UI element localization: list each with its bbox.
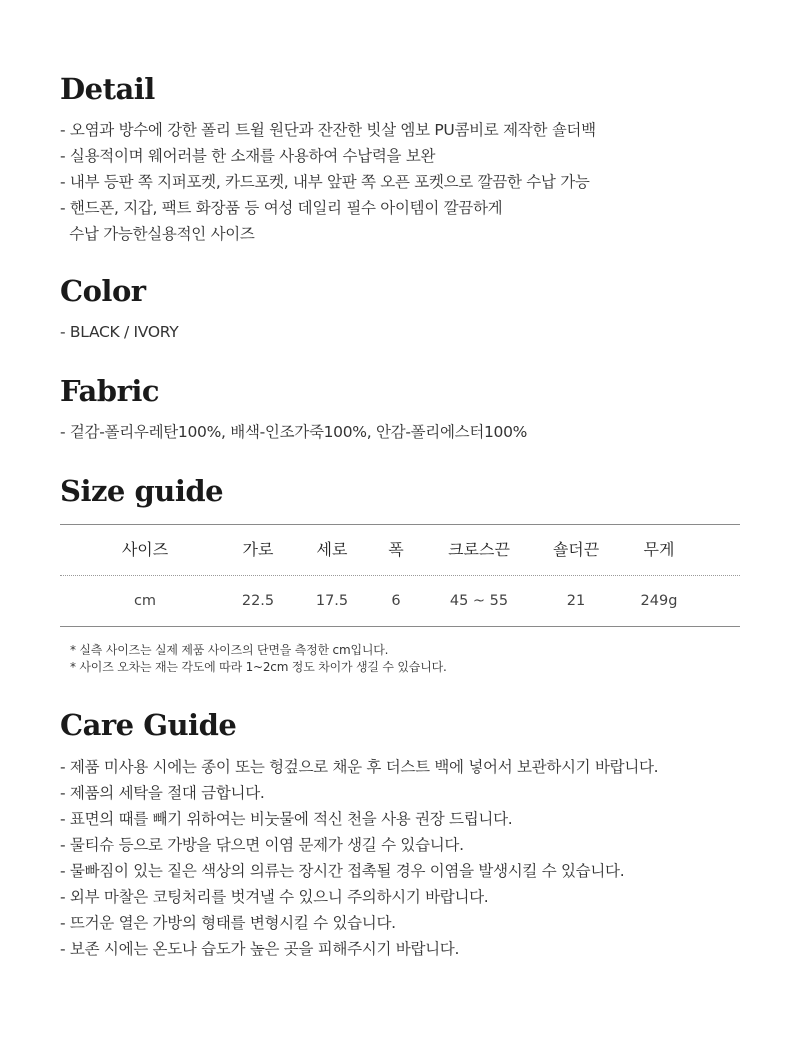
care-guide-list [60,754,658,962]
size-guide-heading: Size guide [60,474,224,508]
size-header-cell: 숄더끈 [552,540,600,559]
size-value-cell: cm [133,593,157,609]
size-note: * 사이즈 오차는 재는 각도에 따라 1~2cm 정도 차이가 생길 수 있습니다. [70,660,447,674]
detail-line: - 오염과 방수에 강한 폴리 트윌 원단과 잔잔한 빗살 엠보 PU콤비로 제작한 숄더백 [60,121,596,139]
size-header-cell: 세로 [316,540,348,559]
care-guide-heading: Care Guide [60,708,237,742]
detail-line: - 실용적이며 웨어러블 한 소재를 사용하여 수납력을 보완 [60,147,436,165]
detail-list [60,117,596,247]
size-value-cell: 45 ~ 55 [449,593,509,609]
size-table-header-row [60,525,740,576]
color-heading: Color [60,274,146,308]
detail-line: 수납 가능한실용적인 사이즈 [60,225,255,243]
size-value-cell: 21 [566,593,586,609]
size-value-cell: 249g [640,593,678,609]
care-line: - 물티슈 등으로 가방을 닦으면 이염 문제가 생길 수 있습니다. [60,836,464,854]
size-value-cell: 6 [391,593,401,609]
care-line: - 외부 마찰은 코팅처리를 벗겨낼 수 있으니 주의하시기 바랍니다. [60,888,489,906]
care-line: - 제품의 세탁을 절대 금합니다. [60,784,265,802]
size-notes [70,642,447,676]
size-note: * 실측 사이즈는 실제 제품 사이즈의 단면을 측정한 cm입니다. [70,643,389,657]
color-line: - BLACK / IVORY [60,323,179,341]
fabric-list [60,419,527,445]
color-list [60,319,178,345]
care-line: - 제품 미사용 시에는 종이 또는 헝겊으로 채운 후 더스트 백에 넣어서 보관하시기 바랍니다. [60,758,659,776]
size-header-cell: 가로 [242,540,274,559]
size-value-cell: 17.5 [315,593,349,609]
size-header-cell: 무게 [643,540,675,559]
care-line: - 물빠짐이 있는 짙은 색상의 의류는 장시간 접촉될 경우 이염을 발생시킬 수 있습니다. [60,862,625,880]
size-value-cell: 22.5 [241,593,275,609]
care-line: - 뜨거운 열은 가방의 형태를 변형시킬 수 있습니다. [60,914,396,932]
size-header-cell: 크로스끈 [448,540,510,559]
detail-line: - 핸드폰, 지갑, 팩트 화장품 등 여성 데일리 필수 아이템이 깔끔하게 [60,199,503,217]
detail-line: - 내부 등판 쪽 지퍼포켓, 카드포켓, 내부 앞판 쪽 오픈 포켓으로 깔끔한 수납 가능 [60,173,590,191]
size-header-cell: 폭 [388,540,404,559]
fabric-heading: Fabric [60,374,160,408]
size-table [60,524,740,627]
detail-heading: Detail [60,72,155,106]
care-line: - 보존 시에는 온도나 습도가 높은 곳을 피해주시기 바랍니다. [60,940,460,958]
care-line: - 표면의 때를 빼기 위하여는 비눗물에 적신 천을 사용 권장 드립니다. [60,810,513,828]
size-table-value-row [60,576,740,626]
size-header-cell: 사이즈 [121,540,169,559]
fabric-line: - 겉감-폴리우레탄100%, 배색-인조가죽100%, 안감-폴리에스터100% [60,423,528,441]
